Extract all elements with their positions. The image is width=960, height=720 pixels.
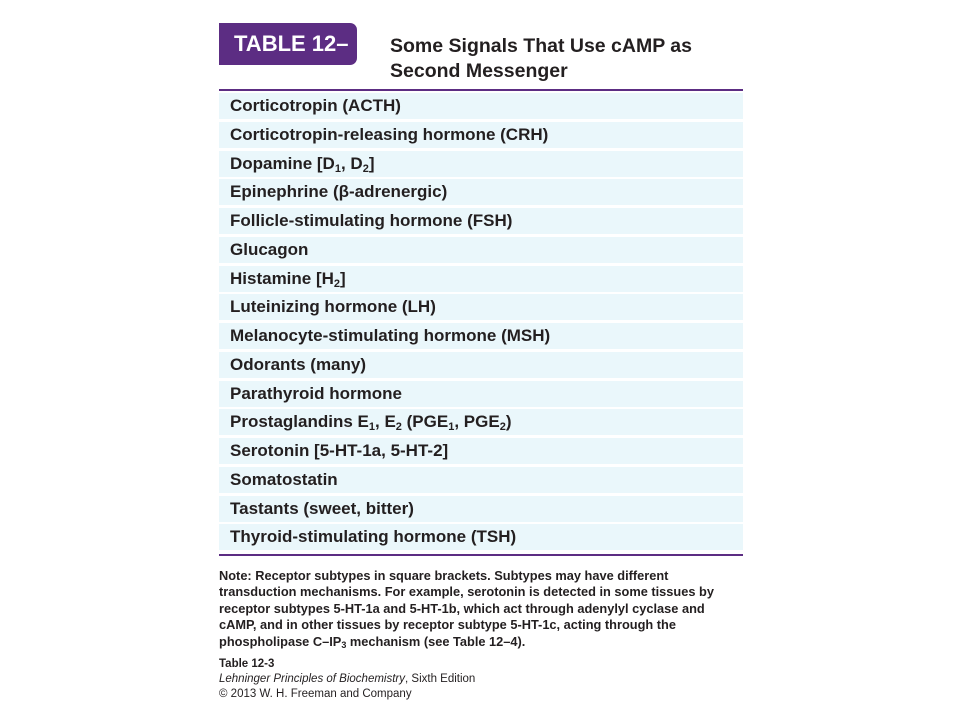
table-title-line-1: Some Signals That Use cAMP as bbox=[390, 35, 692, 57]
source-caption bbox=[219, 657, 743, 702]
caption-book-title: Lehninger Principles of Biochemistry bbox=[219, 673, 406, 685]
footnote-line: receptor subtypes 5-HT-1a and 5-HT-1b, which act through adenylyl cyclase and bbox=[219, 600, 705, 616]
caption-copyright: © 2013 W. H. Freeman and Company bbox=[219, 688, 412, 700]
footnote-line: phospholipase $C-IP_3$ mechanism (see Table 12–4). bbox=[219, 633, 526, 650]
caption-table-id: Table 12-3 bbox=[219, 658, 275, 670]
signal-row-odorants: Odorants (many) bbox=[219, 352, 743, 378]
signal-row-tsh: Thyroid-stimulating hormone (TSH) bbox=[219, 524, 743, 550]
footnote-line: transduction mechanisms. For example, serotonin is detected in some tissues by bbox=[219, 584, 714, 600]
table-title-line-2: Second Messenger bbox=[390, 60, 568, 82]
signal-row-glucagon: Glucagon bbox=[219, 237, 743, 263]
signal-row-crh: Corticotropin-releasing hormone (CRH) bbox=[219, 122, 743, 148]
table-footnote bbox=[219, 568, 743, 650]
signal-row-histamine: Histamine $[H_2]$ bbox=[219, 266, 743, 292]
signal-row-corticotropin: Corticotropin (ACTH) bbox=[219, 93, 743, 119]
signal-row-lh: Luteinizing hormone (LH) bbox=[219, 294, 743, 320]
signal-row-parathyroid: Parathyroid hormone bbox=[219, 381, 743, 407]
footnote-line: Note: Receptor subtypes in square brackets. Subtypes may have different bbox=[219, 568, 669, 583]
signal-row-serotonin: Serotonin [5-HT-1a, 5-HT-2] bbox=[219, 438, 743, 464]
table-number-badge: TABLE 12– bbox=[219, 23, 357, 65]
caption-edition: , Sixth Edition bbox=[405, 673, 476, 685]
signal-row-epinephrine: Epinephrine (β-adrenergic) bbox=[219, 179, 743, 205]
signal-row-somatostatin: Somatostatin bbox=[219, 467, 743, 493]
table-title bbox=[390, 34, 750, 84]
signal-row-tastants: Tastants (sweet, bitter) bbox=[219, 496, 743, 522]
signal-row-msh: Melanocyte-stimulating hormone (MSH) bbox=[219, 323, 743, 349]
footnote-line: cAMP, and in other tissues by receptor subtype 5-HT-1c, acting through the bbox=[219, 617, 676, 633]
bottom-rule-divider bbox=[219, 554, 743, 556]
caption-book-line bbox=[219, 672, 743, 687]
signal-row-fsh: Follicle-stimulating hormone (FSH) bbox=[219, 208, 743, 234]
signal-row-prostaglandins: Prostaglandins $E_1$, $E_2$ ($PGE_1$, $PGE_2$) bbox=[219, 409, 743, 435]
signals-list bbox=[219, 91, 743, 550]
signal-row-dopamine: Dopamine [$D_1$, $D_2$] bbox=[219, 151, 743, 177]
